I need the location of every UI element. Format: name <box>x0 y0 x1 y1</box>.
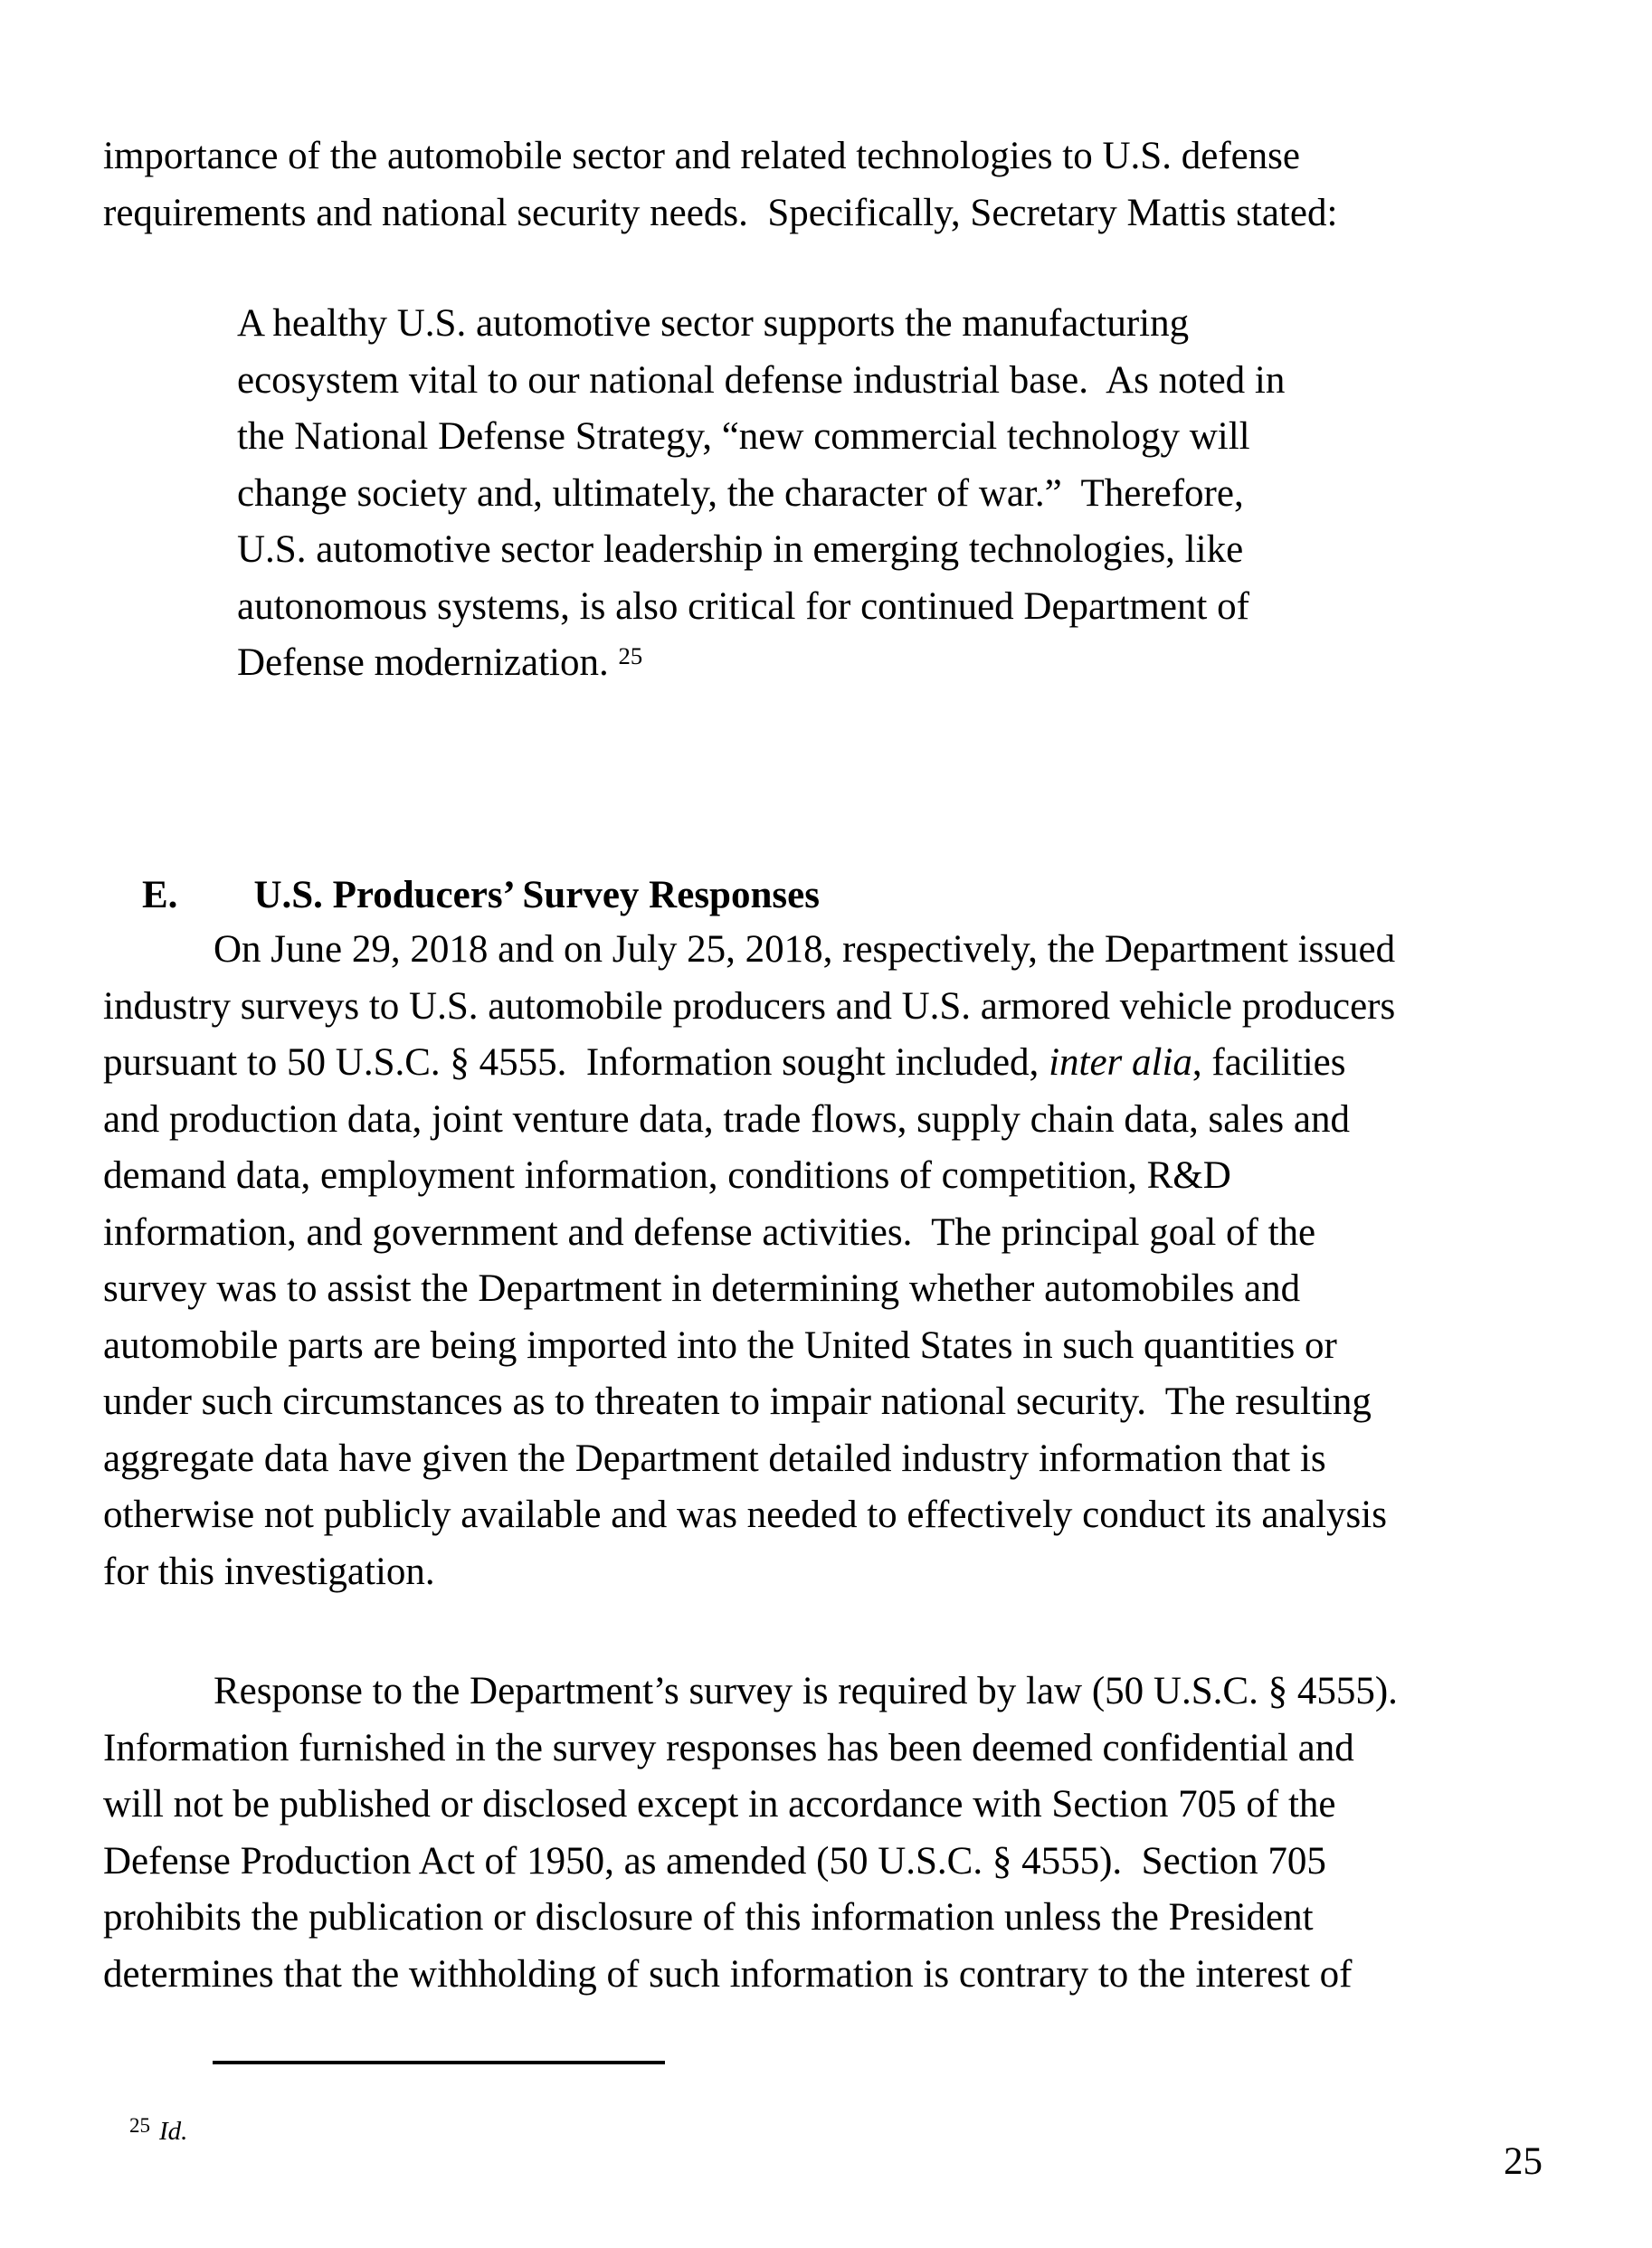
text-line: change society and, ultimately, the character of war.” Therefore, <box>237 471 1244 515</box>
text-line: industry surveys to U.S. automobile producers and U.S. armored vehicle producers <box>103 984 1396 1028</box>
text-line: demand data, employment information, conditions of competition, R&D <box>103 1154 1231 1197</box>
text-line: survey was to assist the Department in determining whether automobiles and <box>103 1267 1301 1310</box>
text-line: Defense modernization. $^{25}$ <box>237 641 643 684</box>
footnote-text: Id. <box>159 2117 188 2146</box>
text-line: Information furnished in the survey responses has been deemed confidential and <box>103 1726 1354 1769</box>
text-line: and production data, joint venture data, trade flows, supply chain data, sales and <box>103 1097 1350 1141</box>
text-line: requirements and national security needs. Specifically, Secretary Mattis stated: <box>103 191 1338 234</box>
text-line: aggregate data have given the Department detailed industry information that is <box>103 1437 1326 1480</box>
footnote-marker: 25 <box>129 2113 150 2137</box>
text-line: Defense Production Act of 1950, as amended (50 U.S.C. § 4555). Section 705 <box>103 1839 1326 1883</box>
text-line: pursuant to 50 U.S.C. § 4555. Information sought included, inter alia, facilities <box>103 1041 1346 1084</box>
intro-paragraph <box>103 128 1337 242</box>
text-line: automobile parts are being imported into the United States in such quantities or <box>103 1323 1337 1367</box>
confidentiality-paragraph <box>103 1664 1398 2003</box>
text-line: U.S. automotive sector leadership in emerging technologies, like <box>237 528 1244 571</box>
text-line: determines that the withholding of such information is contrary to the interest of <box>103 1952 1353 1996</box>
text-line: importance of the automobile sector and related technologies to U.S. defense <box>103 135 1301 177</box>
text-line: A healthy U.S. automotive sector supports the manufacturing <box>237 302 1190 345</box>
text-line: will not be published or disclosed except in accordance with Section 705 of the <box>103 1783 1336 1826</box>
italic-text: inter alia <box>1049 1041 1192 1084</box>
section-heading-label: E. <box>142 873 178 916</box>
footnote-separator <box>213 2061 665 2064</box>
text-line: for this investigation. <box>103 1550 435 1593</box>
text-line: prohibits the publication or disclosure of this information unless the President <box>103 1896 1314 1939</box>
text-line: otherwise not publicly available and was needed to effectively conduct its analysis <box>103 1494 1387 1536</box>
text-line: under such circumstances as to threaten to impair national security. The resulting <box>103 1380 1372 1423</box>
text-line: ecosystem vital to our national defense industrial base. As noted in <box>237 358 1286 402</box>
text-line: information, and government and defense activities. The principal goal of the <box>103 1210 1316 1254</box>
text-line: On June 29, 2018 and on July 25, 2018, respectively, the Department issued <box>214 928 1396 971</box>
page-number: 25 <box>1504 2140 1543 2183</box>
section-heading-title: U.S. Producers’ Survey Responses <box>253 873 820 916</box>
text-line: autonomous systems, is also critical for continued Department of <box>237 584 1249 628</box>
block-quote <box>237 296 1285 696</box>
survey-paragraph <box>103 922 1395 1600</box>
footnote <box>103 2082 187 2182</box>
text-line: Response to the Department’s survey is required by law (50 U.S.C. § 4555). <box>214 1670 1398 1712</box>
footnote-reference: 25 <box>618 642 643 670</box>
text-line: the National Defense Strategy, “new commercial technology will <box>237 415 1250 458</box>
